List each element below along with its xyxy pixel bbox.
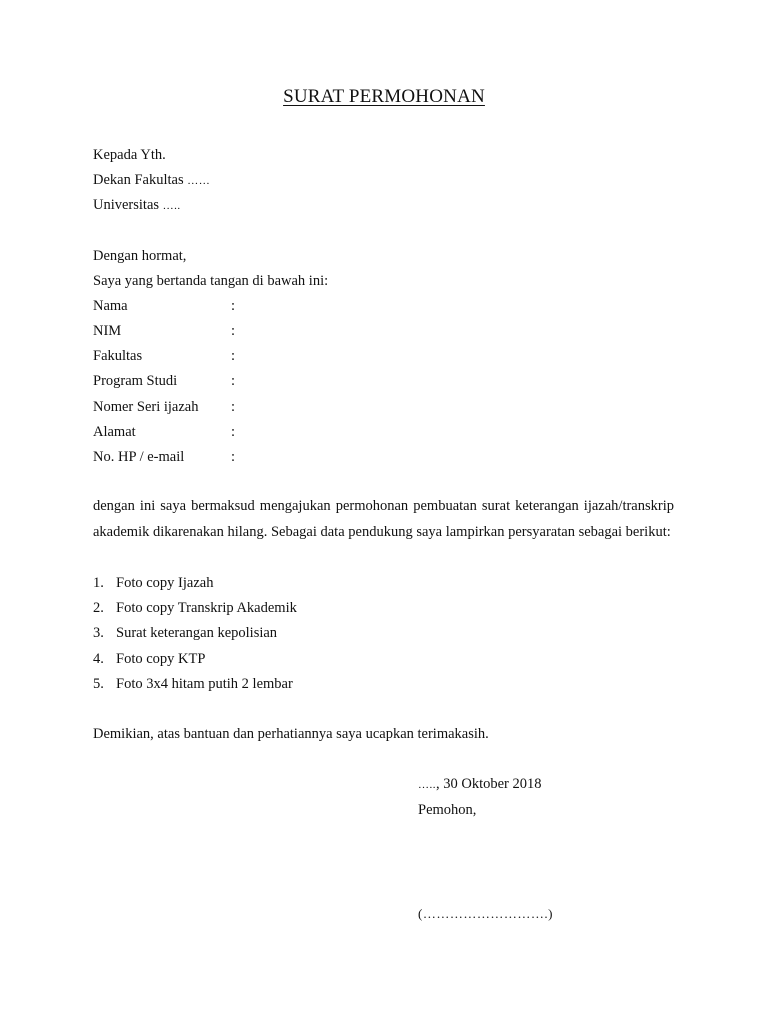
list-item xyxy=(93,623,277,643)
list-item-text: Foto copy Ijazah xyxy=(116,575,214,591)
letter-title: SURAT PERMOHONAN xyxy=(283,86,485,107)
list-item xyxy=(93,674,293,694)
greeting: Dengan hormat, xyxy=(93,248,187,264)
closing-text: Demikian, atas bantuan dan perhatiannya saya ucapkan terimakasih. xyxy=(93,726,489,742)
place-date xyxy=(418,774,542,795)
list-item-text: Foto 3x4 hitam putih 2 lembar xyxy=(116,676,293,692)
field-label-nomer-seri-ijazah: Nomer Seri ijazah xyxy=(93,399,199,415)
name-placeholder: (……………………….) xyxy=(418,906,553,921)
recipient-dean-label: Dekan Fakultas xyxy=(93,172,184,188)
list-item-number: 2. xyxy=(93,600,104,616)
field-colon: : xyxy=(231,323,236,339)
recipient-line-3 xyxy=(93,195,181,216)
recipient-line-2 xyxy=(93,170,210,191)
field-colon: : xyxy=(231,399,236,415)
intro-text: Saya yang bertanda tangan di bawah ini: xyxy=(93,273,329,289)
field-label-nama: Nama xyxy=(93,298,128,314)
list-item-text: Surat keterangan kepolisian xyxy=(116,625,278,641)
field-label-nim: NIM xyxy=(93,323,122,339)
list-item-number: 1. xyxy=(93,575,104,591)
field-label-program-studi: Program Studi xyxy=(93,373,178,389)
list-item-text: Foto copy Transkrip Akademik xyxy=(116,600,297,616)
field-colon: : xyxy=(231,424,236,440)
recipient-university-dots: ….. xyxy=(162,200,181,212)
recipient-line-1: Kepada Yth. xyxy=(93,147,166,163)
place-dots: ….. xyxy=(418,779,436,791)
date-text: , 30 Oktober 2018 xyxy=(436,776,542,792)
recipient-university-label: Universitas xyxy=(93,197,160,213)
list-item-number: 5. xyxy=(93,676,104,692)
field-label-hp-email: No. HP / e-mail xyxy=(93,449,185,465)
field-colon: : xyxy=(231,298,236,314)
recipient-dean-dots: …… xyxy=(187,175,211,187)
field-colon: : xyxy=(231,373,236,389)
signer-role: Pemohon, xyxy=(418,802,477,818)
field-colon: : xyxy=(231,449,236,465)
body-paragraph: dengan ini saya bermaksud mengajukan permohonan pembuatan surat keterangan ijazah/transkrip akademik dikarenakan hilang. Sebagai data pendukung saya lampirkan persyaratan sebagai berikut: xyxy=(93,498,674,540)
list-item xyxy=(93,649,205,669)
field-label-fakultas: Fakultas xyxy=(93,348,143,364)
list-item xyxy=(93,598,297,618)
field-label-alamat: Alamat xyxy=(93,424,136,440)
list-item-number: 3. xyxy=(93,625,104,641)
list-item-number: 4. xyxy=(93,651,104,667)
signature-name-placeholder xyxy=(418,904,553,924)
list-item xyxy=(93,573,213,593)
list-item-text: Foto copy KTP xyxy=(116,651,206,667)
field-colon: : xyxy=(231,348,236,364)
